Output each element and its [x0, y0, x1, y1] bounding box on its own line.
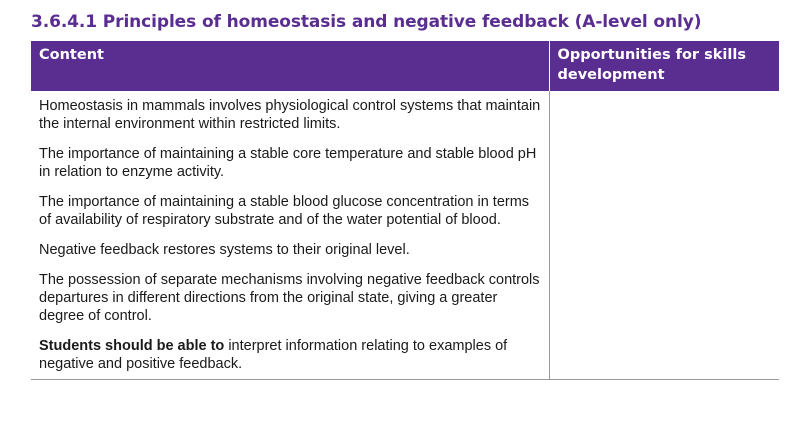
table-row	[31, 91, 779, 380]
section-heading: 3.6.4.1 Principles of homeostasis and negative feedback (A-level only)	[31, 12, 702, 32]
skills-statement-text: interpret information relating to examples of negative and positive feedback.	[39, 338, 508, 372]
content-paragraph: Homeostasis in mammals involves physiological control systems that maintain the internal environment within restricted limits.	[39, 98, 541, 132]
content-paragraph: The possession of separate mechanisms involving negative feedback controls departures in different directions from the original state, giving a greater degree of control.	[39, 272, 540, 324]
header-row	[31, 41, 779, 91]
skills-statement	[39, 337, 541, 373]
content-cell	[31, 91, 549, 380]
specification-table	[31, 41, 779, 380]
skills-cell	[549, 91, 779, 380]
content-paragraph: The importance of maintaining a stable core temperature and stable blood pH in relation to enzyme activity.	[39, 146, 537, 180]
content-paragraph: Negative feedback restores systems to their original level.	[39, 242, 410, 258]
table-header	[31, 41, 779, 91]
skills-column-header: Opportunities for skills development	[549, 41, 779, 91]
content-column-header: Content	[31, 41, 549, 91]
content-paragraph: The importance of maintaining a stable blood glucose concentration in terms of availability of respiratory substrate and of the water potential of blood.	[39, 194, 530, 228]
table-body	[31, 91, 779, 380]
skills-statement-lead: Students should be able to	[39, 338, 225, 354]
